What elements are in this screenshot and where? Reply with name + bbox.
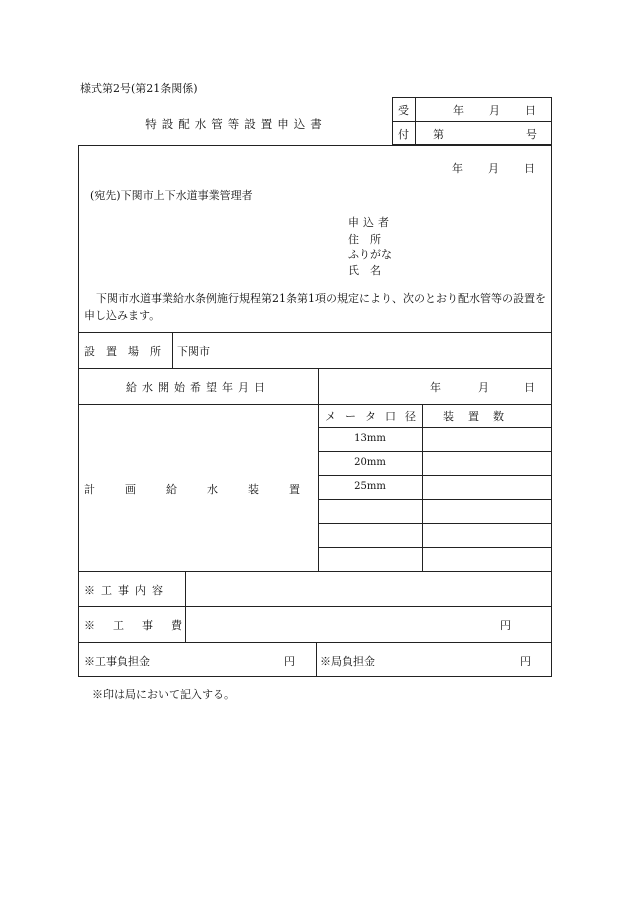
form-title: 特設配水管等設置申込書 <box>145 117 327 131</box>
meter-size-row: 20mm <box>354 457 386 468</box>
receipt-tsuki-label: 付 <box>398 128 409 141</box>
form-number-label: 様式第2号(第21条関係) <box>80 82 198 95</box>
meter-size-row: 13mm <box>354 433 386 444</box>
work-content-label: ※工事内容 <box>84 584 169 597</box>
application-month-label: 月 <box>488 162 499 175</box>
device-count-header: 装置数 <box>443 410 518 423</box>
bureau-burden-unit: 円 <box>520 655 531 668</box>
addressee: (宛先)下関市上下水道事業管理者 <box>90 189 253 202</box>
receipt-box <box>392 97 552 145</box>
start-date-label: 給水開始希望年月日 <box>126 381 270 394</box>
work-cost-label: ※工事費 <box>84 619 200 632</box>
planned-supply-label: 計画給水装置 <box>84 483 330 496</box>
location-value: 下関市 <box>177 345 210 358</box>
start-date-day-label: 日 <box>524 381 535 394</box>
work-cost-unit: 円 <box>500 619 511 632</box>
applicant-furigana-label: ふりがな <box>348 248 392 261</box>
meter-size-row: 25mm <box>354 481 386 492</box>
location-label: 設置場所 <box>84 345 172 358</box>
applicant-address-label: 住 所 <box>348 233 381 246</box>
bureau-burden-label: ※局負担金 <box>320 655 375 668</box>
footnote: ※印は局において記入する。 <box>92 688 235 701</box>
application-statement: 下関市水道事業給水条例施行規程第21条第1項の規定により、次のとおり配水管等の設置を申し込みます。 <box>84 292 546 322</box>
application-year-label: 年 <box>452 162 463 175</box>
receipt-year-label: 年 <box>453 104 464 117</box>
start-date-month-label: 月 <box>478 381 489 394</box>
receipt-number-suffix: 号 <box>526 128 537 141</box>
applicant-burden-label: ※工事負担金 <box>84 655 150 668</box>
receipt-number-prefix: 第 <box>433 128 444 141</box>
receipt-day-label: 日 <box>525 104 536 117</box>
receipt-uke-label: 受 <box>398 104 409 117</box>
applicant-name-label: 氏 名 <box>348 264 381 277</box>
meter-diameter-header: メータ口径 <box>325 410 425 423</box>
receipt-month-label: 月 <box>489 104 500 117</box>
start-date-year-label: 年 <box>430 381 441 394</box>
applicant-label: 申込者 <box>348 216 393 229</box>
applicant-burden-unit: 円 <box>284 655 295 668</box>
application-day-label: 日 <box>524 162 535 175</box>
